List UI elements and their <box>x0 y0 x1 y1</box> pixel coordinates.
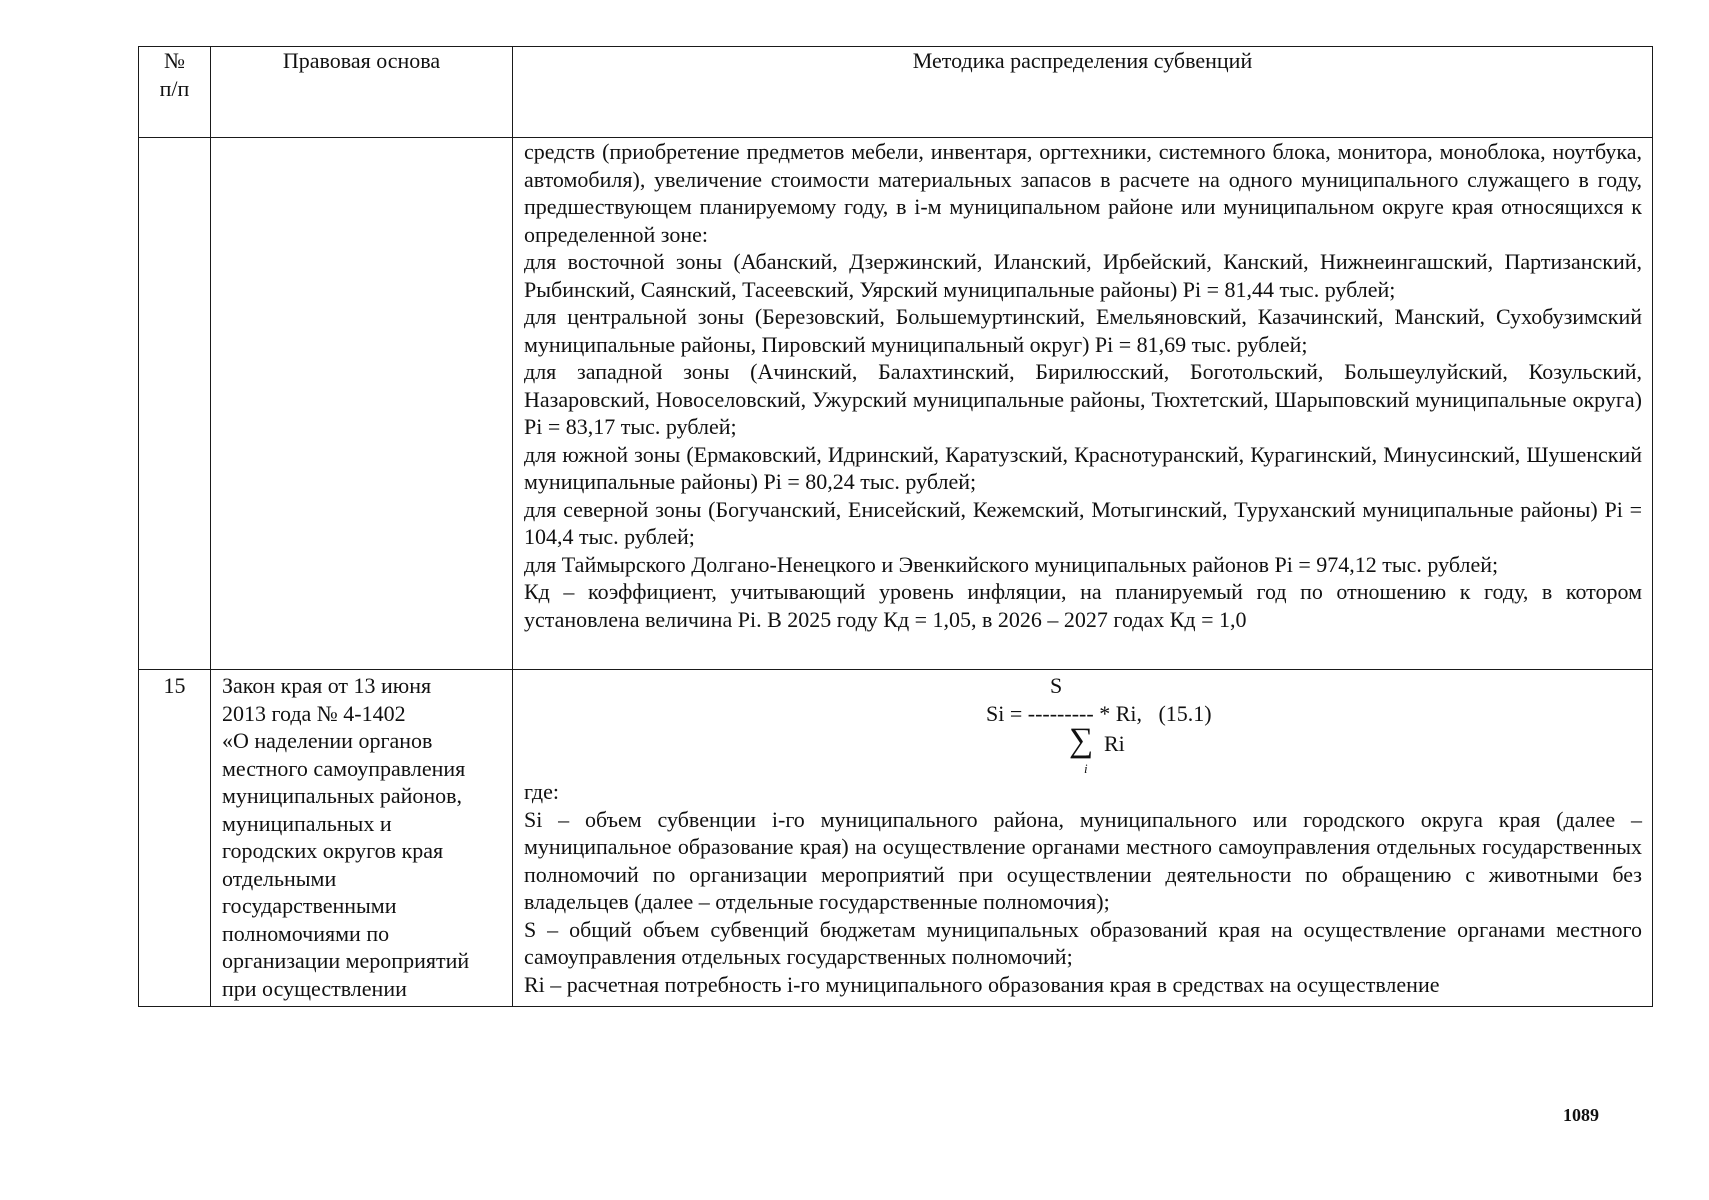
legal-line: «О наделении органов <box>222 728 433 753</box>
formula-numerator: S <box>1050 673 1063 698</box>
table-row-continuation <box>139 138 1653 670</box>
subvention-table <box>138 46 1653 1007</box>
legal-line: муниципальных и <box>222 810 392 836</box>
paragraph: для восточной зоны (Абанский, Дзержинский, Иланский, Ирбейский, Канский, Нижнеингашский, Партизанский, Рыбинский, Саянский, Тасеевский, Уярский муниципальные районы) Pi = 81,44 тыс. рублей; <box>524 249 1642 302</box>
table-header-row <box>139 47 1653 138</box>
page-number: 1089 <box>1563 1105 1599 1125</box>
legal-line: городских округов края <box>222 838 444 863</box>
legal-line: государственными <box>222 893 397 918</box>
definition: Ri – расчетная потребность i-го муниципального образования края в средствах на осуществление <box>524 971 1440 997</box>
sum-index: i <box>1084 761 1088 776</box>
cell-legal-empty <box>211 138 513 670</box>
paragraph: для Таймырского Долгано-Ненецкого и Эвенкийского муниципальных районов Pi = 974,12 тыс. рублей; <box>524 551 1499 577</box>
legal-line: 2013 года № 4-1402 <box>222 700 406 726</box>
definition: S – общий объем субвенций бюджетам муниципальных образований края на осуществление органами местного самоуправления отдельных государственных полномочий; <box>524 916 1642 969</box>
cell-methodology-15 <box>513 670 1653 1007</box>
legal-line: муниципальных районов, <box>222 783 463 808</box>
row-number: 15 <box>139 670 211 1007</box>
header-number-abbrev: п/п <box>159 76 190 101</box>
legal-line: Закон края от 13 июня <box>222 673 432 698</box>
cell-methodology-continuation <box>513 138 1653 670</box>
legal-line: организации мероприятий <box>222 948 470 973</box>
header-number-symbol: № <box>164 48 185 73</box>
legal-line: отдельными <box>222 865 337 891</box>
formula-main-line: Si = --------- * Ri, (15.1) <box>986 701 1212 726</box>
paragraph: для центральной зоны (Березовский, Большемуртинский, Емельяновский, Казачинский, Манский, Сухобузимский муниципальные районы, Пировский муниципальный округ) Pi = 81,69 тыс. рублей; <box>524 304 1642 357</box>
legal-line: местного самоуправления <box>222 755 466 781</box>
legal-line: при осуществлении <box>222 975 407 1001</box>
definition: Si – объем субвенции i-го муниципального района, муниципального или городского округа края (далее – муниципальное образование края) на осуществление органами местного самоуправления отдельных государственных полномочий по организации мероприятий при осуществлении деятельности по обращению с животными без владельцев (далее – отдельные государственные полномочия); <box>524 806 1642 914</box>
table-row-15 <box>139 670 1653 1007</box>
paragraph: для северной зоны (Богучанский, Енисейский, Кежемский, Мотыгинский, Туруханский муниципальные районы) Pi = 104,4 тыс. рублей; <box>524 496 1642 549</box>
formula-denominator: Ri <box>1104 731 1125 756</box>
cell-number-empty <box>139 138 211 670</box>
where-label: где: <box>524 779 559 804</box>
paragraph: для южной зоны (Ермаковский, Идринский, Каратузский, Краснотуранский, Курагинский, Минусинский, Шушенский муниципальные районы) Pi = 80,24 тыс. рублей; <box>524 441 1642 494</box>
formula-15-1 <box>524 670 1642 778</box>
header-methodology: Методика распределения субвенций <box>513 47 1653 138</box>
paragraph: для западной зоны (Ачинский, Балахтинский, Бирилюсский, Боготольский, Большеулуйский, Козульский, Назаровский, Новоселовский, Ужурский муниципальные районы, Тюхтетский, Шарыповский муниципальные округа) Pi = 83,17 тыс. рублей; <box>524 359 1642 439</box>
legal-line: полномочиями по <box>222 920 390 946</box>
sigma-symbol: ∑ <box>1069 722 1094 759</box>
paragraph: Кд – коэффициент, учитывающий уровень инфляции, на планируемый год по отношению к году, в котором установлена величина Pi. В 2025 году Кд = 1,05, в 2026 – 2027 годах Кд = 1,0 <box>524 579 1642 632</box>
header-number <box>139 47 211 138</box>
header-legal-basis: Правовая основа <box>211 47 513 138</box>
paragraph: средств (приобретение предметов мебели, инвентаря, оргтехники, системного блока, монитора, моноблока, ноутбука, автомобиля), увеличение стоимости материальных запасов в расчете на одного муниципального служащего в году, предшествующем планируемому году, в i-м муниципальном районе или муниципальном округе края относящихся к определенной зоне: <box>524 139 1642 247</box>
cell-legal-basis <box>211 670 513 1007</box>
